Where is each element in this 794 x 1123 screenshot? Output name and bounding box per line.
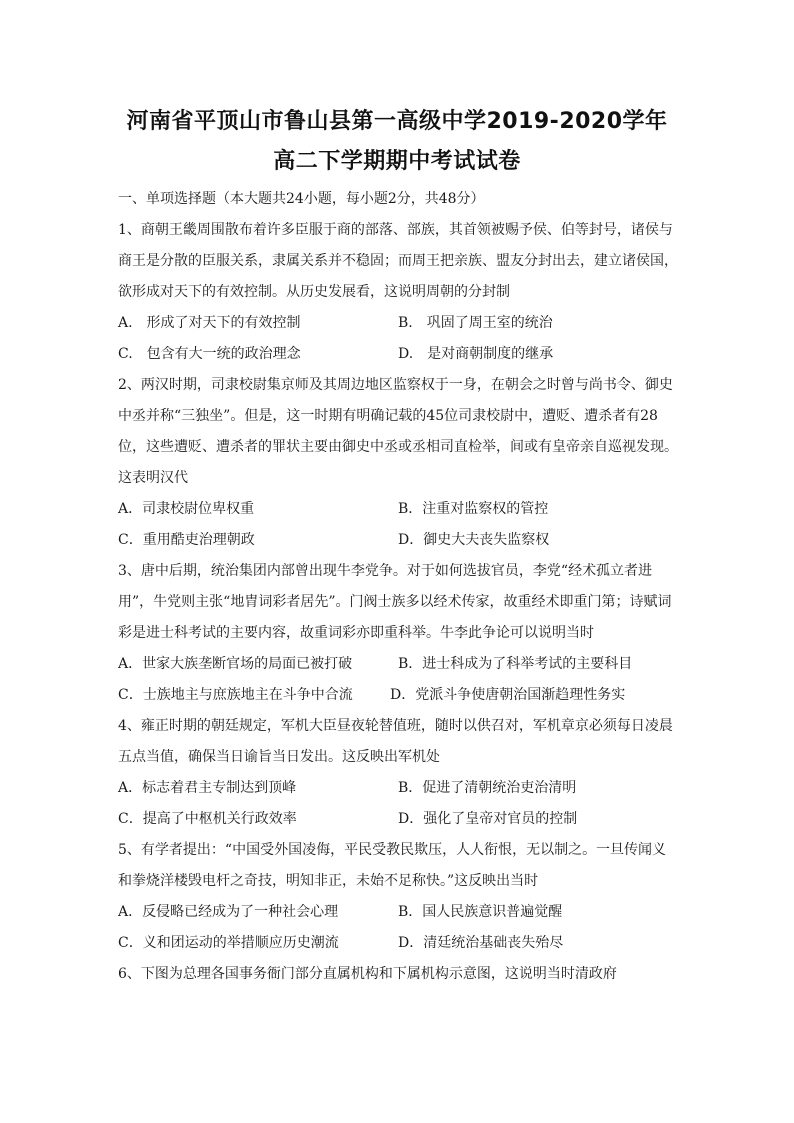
question-stem-line: 5、有学者提出：“中国受外国凌侮，平民受教民欺压，人人衔恨，无以制之。一旦传闻义: [118, 842, 667, 858]
option-row: [118, 897, 678, 928]
option-row: [118, 494, 678, 525]
question-stem-line: 彩是进士科考试的主要内容，故重词彩亦即重科举。牛李此争论可以说明当时: [118, 625, 594, 641]
question-stem-line: 位，这些遭贬、遭杀者的罪状主要由御史中丞或丞相司直检举，间或有皇帝亲自巡视发现。: [118, 439, 678, 455]
option-d: D．御史大夫丧失监察权: [398, 532, 550, 548]
question-stem-line: 欲形成对天下的有效控制。从历史发展看，这说明周朝的分封制: [118, 284, 510, 300]
option-a: A．世家大族垄断官场的局面已被打破: [118, 656, 353, 672]
option-row: [118, 339, 678, 370]
question-stem-line: 中丞并称“三独坐”。但是，这一时期有明确记载的45位司隶校尉中，遭贬、遭杀者有28: [118, 408, 658, 424]
exam-title-line1: 河南省平顶山市鲁山县第一高级中学2019-2020学年: [126, 109, 668, 134]
question-stem-line: 五点当值，确保当日谕旨当日发出。这反映出军机处: [118, 749, 440, 765]
question-6: [118, 959, 678, 990]
question-2: [118, 370, 678, 556]
question-3: [118, 556, 678, 711]
option-d: D．党派斗争使唐朝治国渐趋理性务实: [390, 687, 626, 703]
option-b: B．促进了清朝统治吏治清明: [398, 780, 577, 796]
option-b: B. 巩固了周王室的统治: [398, 315, 553, 331]
option-c: C．提高了中枢机关行政效率: [118, 811, 297, 827]
option-row: [118, 773, 678, 804]
option-a: A．司隶校尉位卑权重: [118, 501, 255, 517]
question-stem-line: 和拳烧洋楼毁电杆之奇技，明知非正，未始不足称快。”这反映出当时: [118, 873, 539, 889]
option-a: A. 形成了对天下的有效控制: [118, 315, 301, 331]
question-1: [118, 215, 678, 370]
option-c: C. 包含有大一统的政治理念: [118, 346, 301, 362]
option-c: C．义和团运动的举措顺应历史潮流: [118, 935, 339, 951]
exam-title-line2: 高二下学期期中考试试卷: [273, 149, 521, 174]
option-row: [118, 649, 678, 680]
option-row: [118, 928, 678, 959]
option-c: C．士族地主与庶族地主在斗争中合流: [118, 687, 353, 703]
question-stem-line: 这表明汉代: [118, 470, 188, 486]
option-a: A．标志着君主专制达到顶峰: [118, 780, 297, 796]
question-stem-line: 3、唐中后期，统治集团内部曾出现牛李党争。对于如何选拔官员，李党“经术孤立者进: [118, 563, 653, 579]
question-stem-line: 2、两汉时期，司隶校尉集京师及其周边地区监察权于一身，在朝会之时曾与尚书令、御史: [118, 377, 673, 393]
option-row: [118, 525, 678, 556]
question-5: [118, 835, 678, 959]
question-stem-line: 商王是分散的臣服关系，隶属关系并不稳固；而周王把亲族、盟友分封出去，建立诸侯国，: [118, 253, 678, 269]
question-stem-line: 用”，牛党则主张“地胄词彩者居先”。门阀士族多以经术传家，故重经术即重门第；诗赋词: [118, 594, 672, 610]
option-b: B．进士科成为了科举考试的主要科目: [398, 656, 633, 672]
question-4: [118, 711, 678, 835]
section-heading: 一、单项选择题（本大题共24小题，每小题2分，共48分）: [118, 191, 485, 207]
question-stem-line: 1、商朝王畿周围散布着许多臣服于商的部落、部族，其首领被赐予侯、伯等封号，诸侯与: [118, 222, 673, 238]
option-row: [118, 804, 678, 835]
option-row: [118, 680, 678, 711]
option-b: B．注重对监察权的管控: [398, 501, 549, 517]
option-c: C．重用酷吏治理朝政: [118, 532, 255, 548]
option-a: A．反侵略已经成为了一种社会心理: [118, 904, 339, 920]
question-stem-line: 4、雍正时期的朝廷规定，军机大臣昼夜轮替值班，随时以供召对，军机章京必须每日凌晨: [118, 718, 673, 734]
option-d: D. 是对商朝制度的继承: [398, 346, 554, 362]
option-d: D．强化了皇帝对官员的控制: [398, 811, 578, 827]
question-stem-line: 6、下图为总理各国事务衙门部分直属机构和下属机构示意图，这说明当时清政府: [118, 966, 617, 982]
option-d: D．清廷统治基础丧失殆尽: [398, 935, 564, 951]
exam-content: [118, 184, 678, 990]
option-row: [118, 308, 678, 339]
option-b: B．国人民族意识普遍觉醒: [398, 904, 563, 920]
